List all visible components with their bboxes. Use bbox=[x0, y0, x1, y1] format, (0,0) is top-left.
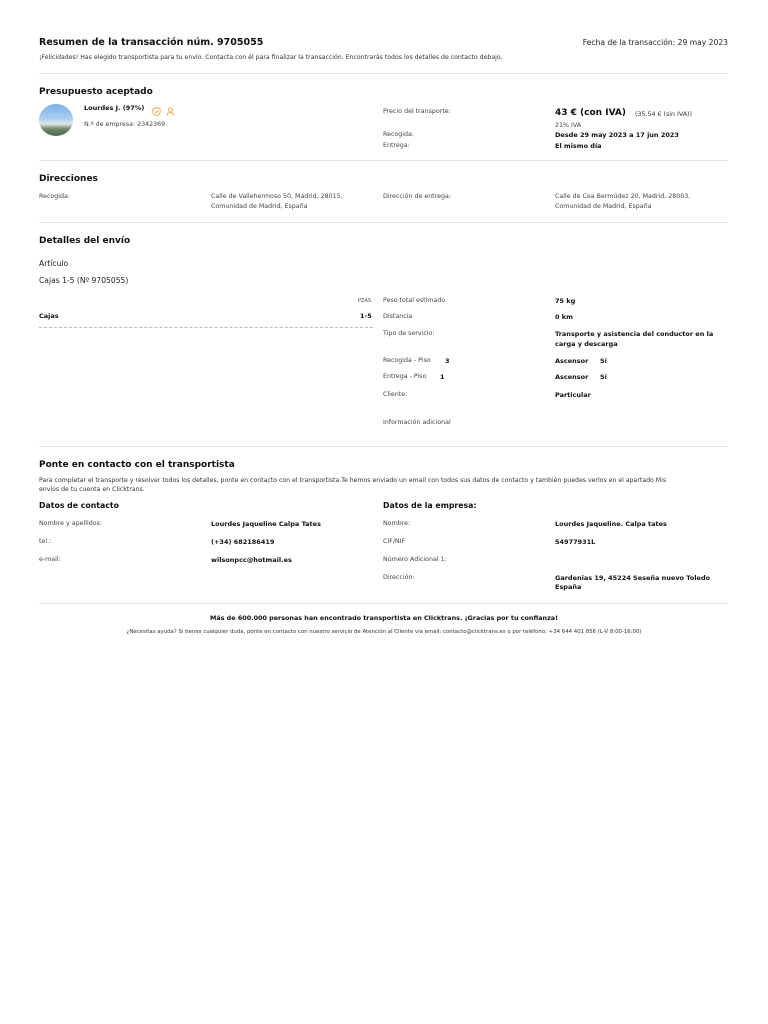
contact-text-line2: envíos de tu cuenta en Clicktrans. bbox=[39, 486, 145, 493]
contact-heading: Ponte en contacto con el transportista bbox=[39, 460, 235, 470]
pickup-date-value: Desde 29 may 2023 a 17 jun 2023 bbox=[555, 131, 679, 139]
pieces-column-header: PZAS bbox=[358, 298, 372, 304]
delivery-date-label: Entrega: bbox=[383, 142, 410, 149]
weight-value: 75 kg bbox=[555, 297, 576, 305]
pickup-address-line2: Comunidad de Madrid, España bbox=[211, 203, 308, 210]
pickup-address-line1: Calle de Vallehermoso 50, Madrid, 28015, bbox=[211, 193, 343, 200]
contact-phone-label: tel.: bbox=[39, 538, 52, 545]
divider bbox=[39, 73, 728, 74]
intro-text: ¡Felicidades! Has elegido transportista para tu envío. Contacta con él para finalizar la transacción. Encontrarás todos los detalles de contacto debajo. bbox=[39, 54, 503, 61]
footer-help: ¿Necesitas ayuda? Si tienes cualquier duda, ponte en contacto con nuestro servicio de Atención al Cliente vía email: contacto@clicktrans.es o por teléfono: +34 644 401 856 (L-V 8:00-16:00) bbox=[126, 629, 642, 635]
quote-heading: Presupuesto aceptado bbox=[39, 87, 153, 97]
shipment-heading: Detalles del envío bbox=[39, 236, 131, 246]
divider bbox=[39, 603, 728, 604]
additional-number-label: Número Adicional 1: bbox=[383, 556, 447, 563]
delivery-floor-value: 1 bbox=[440, 373, 445, 381]
item-name: Cajas bbox=[39, 312, 59, 320]
item-divider bbox=[39, 327, 373, 328]
avatar bbox=[39, 104, 73, 136]
contact-name-value: Lourdes Jaqueline Calpa Tates bbox=[211, 520, 321, 528]
footer-tagline: Más de 600.000 personas han encontrado transportista en Clicktrans. ¡Gracias por tu confianza! bbox=[209, 614, 559, 622]
service-value-line2: carga y descarga bbox=[555, 340, 618, 348]
company-number: N.º de empresa: 2342369 bbox=[84, 121, 166, 128]
contact-name-label: Nombre y apellidos: bbox=[39, 520, 102, 527]
divider bbox=[39, 446, 728, 447]
company-address-line1: Gardenias 19, 45224 Seseña nuevo Toledo bbox=[555, 574, 711, 582]
weight-label: Peso total estimado bbox=[383, 297, 446, 304]
pickup-floor-label: Recogida - Piso bbox=[383, 357, 431, 364]
addresses-heading: Direcciones bbox=[39, 174, 98, 184]
contact-data-heading: Datos de contacto bbox=[39, 501, 119, 510]
service-label: Tipo de servicio: bbox=[383, 330, 435, 337]
company-data-heading: Datos de la empresa: bbox=[383, 501, 477, 510]
price-value: 43 € (con IVA) bbox=[555, 108, 627, 118]
pickup-address-label: Recogida: bbox=[39, 193, 71, 200]
price-label: Precio del transporte: bbox=[383, 108, 451, 115]
company-name-value: Lourdes Jaqueline. Calpa tates bbox=[555, 520, 667, 528]
carrier-name: Lourdes J. (97%) bbox=[84, 104, 145, 112]
delivery-date-value: El mismo día bbox=[555, 142, 602, 150]
company-address-label: Dirección: bbox=[383, 574, 415, 581]
vat-info: 21% IVA bbox=[555, 122, 582, 129]
contact-phone-value[interactable]: (+34) 682186419 bbox=[211, 538, 275, 546]
company-name-label: Nombre: bbox=[383, 520, 411, 527]
item-quantity: 1-5 bbox=[360, 312, 372, 320]
divider bbox=[39, 222, 728, 223]
delivery-elevator-value: Sí bbox=[600, 373, 607, 381]
delivery-address-label: Dirección de entrega: bbox=[383, 193, 451, 200]
pickup-floor-value: 3 bbox=[445, 357, 450, 365]
article-name: Cajas 1-5 (Nº 9705055) bbox=[39, 276, 129, 285]
delivery-elevator-label: Ascensor bbox=[555, 373, 589, 381]
pickup-date-label: Recogida: bbox=[383, 131, 415, 138]
client-value: Particular bbox=[555, 391, 591, 399]
client-label: Cliente: bbox=[383, 391, 408, 398]
cif-label: CIF/NIF bbox=[383, 538, 406, 545]
company-address-line2: España bbox=[555, 583, 582, 591]
price-no-vat: (35.54 € (sin IVA)) bbox=[635, 111, 692, 118]
divider bbox=[39, 160, 728, 161]
contact-text-line1: Para completar el transporte y resolver todos los detalles, ponte en contacto con el transportista.Te hemos enviado un email con todos sus datos de contacto y también puedes verlos en el apartado Mis bbox=[39, 477, 667, 484]
contact-email-label: e-mail: bbox=[39, 556, 61, 563]
shield-check-icon bbox=[152, 107, 161, 116]
delivery-address-line2: Comunidad de Madrid, España bbox=[555, 203, 652, 210]
article-label: Artículo bbox=[39, 259, 69, 268]
service-value-line1: Transporte y asistencia del conductor en la bbox=[555, 330, 714, 338]
delivery-address-line1: Calle de Cea Bermúdez 20, Madrid, 28003, bbox=[555, 193, 691, 200]
page-title: Resumen de la transacción núm. 9705055 bbox=[39, 37, 264, 48]
distance-value: 0 km bbox=[555, 313, 573, 321]
delivery-floor-label: Entrega - Piso bbox=[383, 373, 427, 380]
user-verified-icon bbox=[166, 107, 175, 116]
cif-value: 54977931L bbox=[555, 538, 596, 546]
additional-info-label: Información adicional bbox=[383, 419, 451, 426]
transaction-date: Fecha de la transacción: 29 may 2023 bbox=[582, 38, 728, 47]
pickup-elevator-label: Ascensor bbox=[555, 357, 589, 365]
contact-email-value[interactable]: wilsonpcc@hotmail.es bbox=[211, 556, 292, 564]
distance-label: Distancia bbox=[383, 313, 413, 320]
pickup-elevator-value: Sí bbox=[600, 357, 607, 365]
